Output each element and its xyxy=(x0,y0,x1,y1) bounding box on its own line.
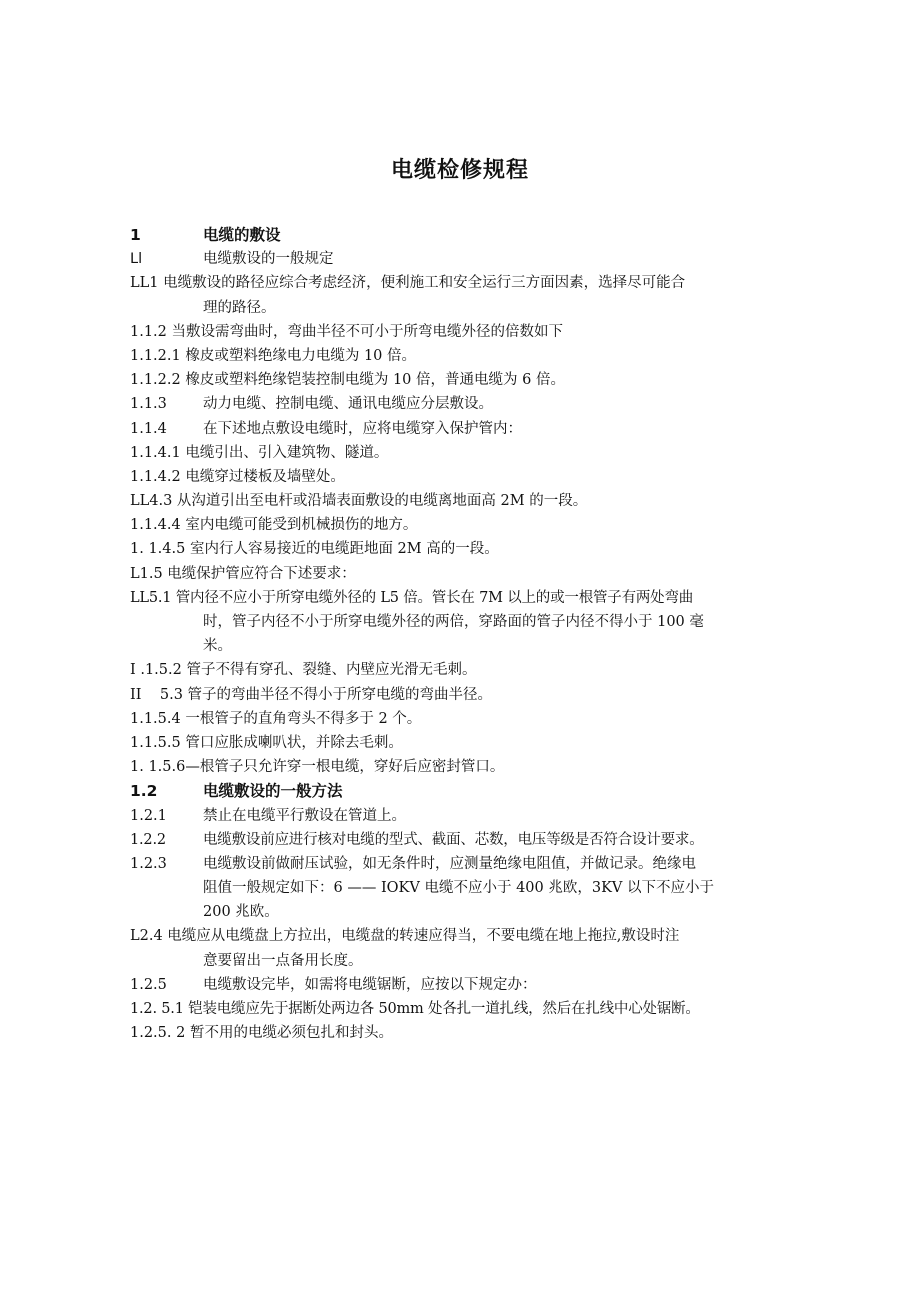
section-title: 电缆敷设的一般规定 xyxy=(203,251,334,268)
clause-line xyxy=(130,973,820,997)
clause-continuation: 200 兆欧。 xyxy=(203,904,279,921)
clause-number: 1.1.3 xyxy=(130,396,167,413)
section-number: Ll xyxy=(130,251,143,268)
clause-continuation: 理的路径。 xyxy=(203,299,276,316)
clause-line xyxy=(130,852,820,876)
document-body xyxy=(130,223,820,1045)
clause-line: 1.1.2 当敷设需弯曲时，弯曲半径不可小于所弯电缆外径的倍数如下 xyxy=(130,323,564,340)
clause-number: 1.2.5 xyxy=(130,976,167,993)
clause-text: 禁止在电缆平行敷设在管道上。 xyxy=(203,807,406,824)
clause-number: 1.2.1 xyxy=(130,807,167,824)
clause-line: 1.1.2.1 橡皮或塑料绝缘电力电缆为 10 倍。 xyxy=(130,347,417,364)
clause-line: 1.2. 5.1 铠装电缆应先于据断处两边各 50mm 处各扎一道扎线，然后在扎线中心处锯断。 xyxy=(130,1001,700,1017)
section-heading xyxy=(130,779,820,803)
clause-line: L1.5 电缆保护管应符合下述要求： xyxy=(130,565,356,582)
section-number: 1 xyxy=(130,226,141,244)
clause-line: II 5.3 管子的弯曲半径不得小于所穿电缆的弯曲半径。 xyxy=(130,686,493,703)
clause-line: L2.4 电缆应从电缆盘上方拉出，电缆盘的转速应得当，不要电缆在地上拖拉,敷设时注 xyxy=(130,928,680,945)
clause-line: I .1.5.2 管子不得有穿孔、裂缝、内壁应光滑无毛刺。 xyxy=(130,662,477,679)
clause-line: 1.1.4.2 电缆穿过楼板及墙壁处。 xyxy=(130,468,345,485)
clause-line: LL1 电缆敷设的路径应综合考虑经济，便利施工和安全运行三方面因素，选择尽可能合 xyxy=(130,275,686,292)
clause-line: LL4.3 从沟道引出至电杆或沿墙表面敷设的电缆离地面高 2M 的一段。 xyxy=(130,493,588,510)
clause-number: 1.2.3 xyxy=(130,855,167,872)
clause-line: 1.1.4.1 电缆引出、引入建筑物、隧道。 xyxy=(130,444,389,461)
clause-line: LL5.1 管内径不应小于所穿电缆外径的 L5 倍。管长在 7M 以上的或一根管子有两处弯曲 xyxy=(130,589,694,606)
clause-text: 在下述地点敷设电缆时，应将电缆穿入保护管内： xyxy=(203,420,522,437)
section-title: 电缆敷设的一般方法 xyxy=(203,782,343,801)
clause-line xyxy=(130,392,820,416)
clause-line xyxy=(130,828,820,852)
clause-continuation: 时，管子内径不小于所穿电缆外径的两倍，穿路面的管子内径不得小于 100 毫 xyxy=(203,614,704,630)
clause-text: 动力电缆、控制电缆、通讯电缆应分层敷设。 xyxy=(203,396,493,413)
clause-line xyxy=(130,417,820,441)
clause-line: 1. 1.4.5 室内行人容易接近的电缆距地面 2M 高的一段。 xyxy=(130,541,499,558)
clause-line: 1.2.5. 2 暂不用的电缆必须包扎和封头。 xyxy=(130,1025,393,1042)
clause-continuation: 阻值一般规定如下：6 —— IOKV 电缆不应小于 400 兆欧，3KV 以下不应小于 xyxy=(203,880,715,897)
clause-text: 电缆敷设完毕，如需将电缆锯断，应按以下规定办： xyxy=(203,976,537,993)
clause-line: 1.1.2.2 橡皮或塑料绝缘铠装控制电缆为 10 倍，普通电缆为 6 倍。 xyxy=(130,372,565,389)
clause-text: 电缆敷设前做耐压试验，如无条件时，应测量绝缘电阻值，并做记录。绝缘电 xyxy=(203,855,696,872)
clause-line: 1.1.5.4 一根管子的直角弯头不得多于 2 个。 xyxy=(130,710,422,727)
clause-continuation: 意要留出一点备用长度。 xyxy=(203,952,363,969)
section-number: 1.2 xyxy=(130,782,158,801)
page-title: 电缆检修规程 xyxy=(390,158,529,183)
clause-line: 1.1.5.5 管口应胀成喇叭状，并除去毛刺。 xyxy=(130,734,403,751)
clause-line: 1. 1.5.6—根管子只允许穿一根电缆，穿好后应密封管口。 xyxy=(130,759,505,776)
clause-text: 电缆敷设前应进行核对电缆的型式、截面、芯数，电压等级是否符合设计要求。 xyxy=(203,831,704,848)
clause-line: 1.1.4.4 室内电缆可能受到机械损伤的地方。 xyxy=(130,517,418,534)
section-heading xyxy=(130,223,820,247)
subsection-heading xyxy=(130,247,820,271)
clause-continuation: 米。 xyxy=(203,638,232,655)
section-title: 电缆的敷设 xyxy=(203,226,281,244)
clause-number: 1.2.2 xyxy=(130,831,166,848)
clause-number: 1.1.4 xyxy=(130,420,167,437)
clause-line xyxy=(130,804,820,828)
